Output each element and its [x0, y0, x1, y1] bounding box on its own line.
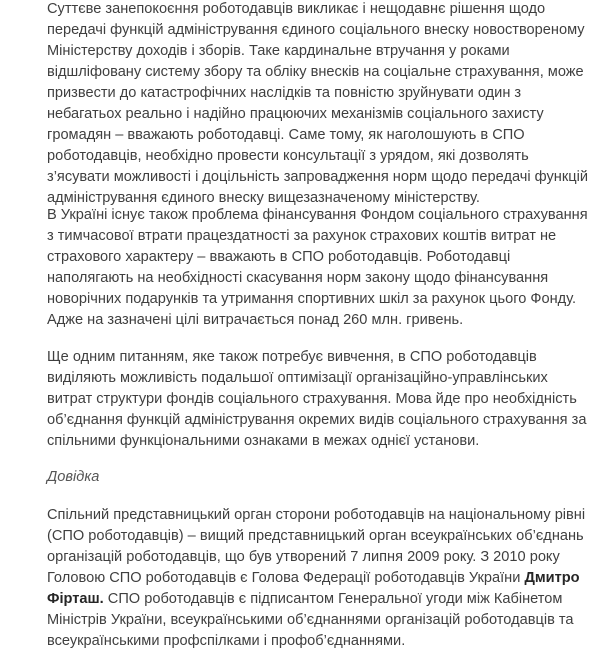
reference-text-start: Спільний представницький орган сторони роботодавців на національному рівні (СПО роботодавців) – вищий представницький орган всеукраїнських об’єднань організацій роботодавців, що був утворений 7 липня 2009 року. З 2010 року Головою СПО роботодавців є Голова Федерації роботодавців України: [47, 507, 586, 586]
paragraph-social-fund-financing: В Україні існує також проблема фінансування Фондом соціального страхування з тимчасової втрати працездатності за рахунок страхових коштів витрат не страхового характеру – вважають в СПО роботодавців. Роботодавці наполягають на необхідності скасування норм закону щодо фінансування новорічних подарунків та утримання спортивних шкіл за рахунок цього Фонду. Адже на зазначені цілі витрачається понад 260 млн. гривень.: [47, 207, 588, 328]
paragraph-employers-concern: Суттєве занепокоєння роботодавців викликає і нещодавнє рішення щодо передачі функцій адміністрування єдиного соціального внеску новоствореному Міністерству доходів і зборів. Таке кардинальне втручання у роками відшліфовану систему збору та обліку внесків на соціальне страхування, може призвести до катастрофічних наслідків та повністю зруйнувати один з небагатьох реально і надійно працюючих механізмів соціального захисту громадян – вважають роботодавці. Саме тому, як наголошують в СПО роботодавців, необхідно провести консультації з урядом, які дозволять з’ясувати можливості і доцільність запровадження норм щодо передачі функцій адміністрування єдиного внеску вищезазначеному міністерству.: [47, 1, 588, 206]
reference-heading: Довідка: [47, 469, 100, 485]
paragraph-reference-info: [47, 505, 595, 652]
reference-text-end: СПО роботодавців є підписантом Генеральної угоди між Кабінетом Міністрів України, всеукраїнськими об’єднаннями організацій роботодавців та всеукраїнськими профспілками і профоб’єднаннями.: [47, 591, 574, 649]
chairman-name: Дмитро Фірташ.: [47, 570, 580, 607]
paragraph-cost-optimization: Ще одним питанням, яке також потребує вивчення, в СПО роботодавців виділяють можливість подальшої оптимізації організаційно-управлінських витрат структури фондів соціального страхування. Мова йде про необхідність об’єднання функцій адміністрування окремих видів соціального страхування за спільними функціональними ознаками в межах однієї установи.: [47, 349, 587, 449]
